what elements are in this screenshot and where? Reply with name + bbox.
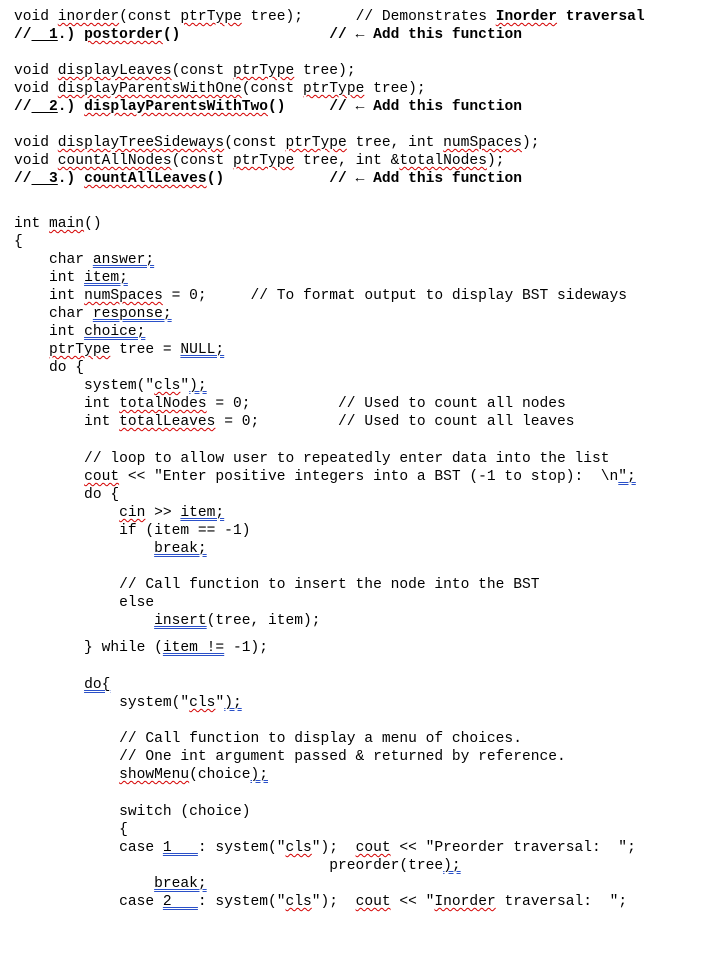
code-token: "); [311, 840, 356, 856]
code-token: cls [285, 840, 312, 856]
code-token: cout [355, 840, 391, 856]
code-token: ); [250, 767, 268, 783]
code-line [14, 413, 575, 431]
code-token [14, 541, 154, 557]
code-line [14, 215, 102, 233]
code-line [14, 839, 636, 857]
code-token: do{ [84, 677, 111, 693]
code-token: (const [241, 81, 304, 97]
code-token: -1); [224, 640, 268, 656]
code-token: system(" [14, 695, 190, 711]
code-token [14, 677, 84, 693]
code-token: 1 [162, 840, 198, 856]
code-token: postorder [84, 27, 163, 43]
code-token: 2 [31, 99, 58, 115]
code-token: do { [14, 360, 85, 376]
code-token: do { [14, 487, 120, 503]
code-line [14, 323, 145, 341]
code-token: countAllLeaves [84, 171, 207, 187]
code-token: (choice [189, 767, 251, 783]
code-token: else [14, 595, 155, 611]
code-token: // [14, 99, 32, 115]
code-token: ptrType [232, 63, 295, 79]
code-line [14, 612, 321, 630]
code-token: inorder [57, 9, 120, 25]
code-token: (tree, item); [206, 613, 321, 629]
code-token: 2 [162, 894, 198, 910]
code-token: tree); [294, 63, 356, 79]
code-line [14, 504, 224, 522]
code-token: << "Enter positive integers into a BST (-1 to stop): \n [119, 469, 619, 485]
code-token: "); [311, 894, 356, 910]
code-line [14, 359, 84, 377]
code-token: tree); // Demonstrates [241, 9, 496, 25]
code-line [14, 269, 128, 287]
code-token: traversal: "; [495, 894, 628, 910]
code-token: ptrType [180, 9, 242, 25]
code-token: () // ← Add this function [268, 99, 522, 115]
code-token: (const [224, 135, 286, 151]
code-token: countAllNodes [57, 153, 172, 169]
code-line [14, 233, 23, 251]
code-line [14, 748, 566, 766]
code-line [14, 821, 128, 839]
code-token: ptrType [232, 153, 295, 169]
code-line [14, 468, 636, 486]
code-token: void [14, 63, 58, 79]
code-line [14, 341, 224, 359]
code-token [14, 767, 119, 783]
code-line [14, 305, 172, 323]
code-token: if (item == -1) [14, 523, 251, 539]
code-token: (const [171, 63, 233, 79]
code-token: () // ← Add this function [206, 171, 522, 187]
code-token [14, 613, 154, 629]
code-token: break; [154, 541, 207, 557]
code-token: void [14, 153, 58, 169]
code-token: = 0; // Used to count all nodes [206, 396, 566, 412]
code-token: tree = [110, 342, 181, 358]
code-token: (const [171, 153, 233, 169]
code-token: () [84, 216, 102, 232]
code-token: int [14, 324, 85, 340]
code-token: break; [154, 876, 207, 892]
code-token: numSpaces [443, 135, 522, 151]
code-token: 1 [31, 27, 58, 43]
code-token: item; [84, 270, 128, 286]
code-token: cin [119, 505, 146, 521]
code-token: << " [390, 894, 435, 910]
code-line [14, 287, 627, 305]
code-line [14, 377, 207, 395]
code-line [14, 540, 207, 558]
code-token: () // ← Add this function [162, 27, 522, 43]
code-line [14, 676, 110, 694]
code-token: item != [162, 640, 225, 656]
code-line [14, 395, 566, 413]
code-token: showMenu [119, 767, 190, 783]
code-line [14, 639, 268, 657]
code-line [14, 251, 154, 269]
code-token [14, 342, 49, 358]
code-token: displayParentsWithOne [57, 81, 242, 97]
code-token: int [14, 216, 50, 232]
code-token: << "Preorder traversal: "; [390, 840, 636, 856]
code-line [14, 857, 461, 875]
code-line [14, 170, 522, 188]
code-token: choice; [84, 324, 146, 340]
code-token: item; [180, 505, 225, 521]
code-token [14, 469, 84, 485]
code-line [14, 26, 522, 44]
code-token: displayParentsWithTwo [84, 99, 268, 115]
code-token [14, 505, 119, 521]
code-token: switch (choice) [14, 804, 251, 820]
code-token: ptrType [285, 135, 347, 151]
code-line [14, 450, 610, 468]
code-token: = 0; // To format output to display BST sideways [162, 288, 628, 304]
code-token: ); [522, 135, 540, 151]
code-token: cls [285, 894, 312, 910]
code-line [14, 576, 539, 594]
code-token: totalLeaves [119, 414, 216, 430]
code-token: totalNodes [399, 153, 487, 169]
code-token: "; [618, 469, 636, 485]
code-token: ptrType [49, 342, 111, 358]
code-token: main [49, 216, 85, 232]
code-token: case [14, 840, 163, 856]
code-token: (const [119, 9, 181, 25]
code-token: char [14, 252, 93, 268]
code-token: { [14, 822, 128, 838]
code-token: int [14, 396, 120, 412]
code-line [14, 152, 504, 170]
code-token: int [14, 414, 120, 430]
code-line [14, 594, 154, 612]
code-token: insert [154, 613, 207, 629]
code-token: .) [57, 99, 85, 115]
code-token: // [14, 27, 32, 43]
code-token: // [14, 171, 32, 187]
code-line [14, 80, 426, 98]
code-token: = 0; // Used to count all leaves [215, 414, 575, 430]
code-token: char [14, 306, 93, 322]
code-token [14, 876, 154, 892]
code-token: totalNodes [119, 396, 207, 412]
code-token: tree, int & [294, 153, 400, 169]
code-token: " [180, 378, 190, 394]
code-token: int [14, 288, 85, 304]
code-token: case [14, 894, 163, 910]
code-token: cout [355, 894, 391, 910]
code-token: Inorder [495, 9, 558, 25]
code-token: : system(" [197, 840, 286, 856]
code-line [14, 730, 522, 748]
code-token: cls [189, 695, 216, 711]
code-token: ); [189, 378, 207, 394]
code-line [14, 522, 250, 540]
code-token: ); [486, 153, 505, 169]
code-line [14, 98, 522, 116]
code-token: // Call function to insert the node into the BST [14, 577, 540, 593]
code-token: void [14, 81, 58, 97]
code-token: ); [224, 695, 242, 711]
code-token: displayLeaves [57, 63, 172, 79]
code-token: int [14, 270, 85, 286]
code-token: cls [154, 378, 181, 394]
code-token: tree); [364, 81, 426, 97]
code-token: 3 [31, 171, 58, 187]
code-token: .) [57, 171, 85, 187]
code-line [14, 803, 250, 821]
code-token: void [14, 135, 58, 151]
code-token: traversal [557, 9, 645, 25]
code-token: { [14, 234, 23, 250]
code-line [14, 8, 645, 26]
code-token: tree, int [346, 135, 444, 151]
code-token: .) [57, 27, 85, 43]
code-token: void [14, 9, 58, 25]
code-token: // One int argument passed & returned by reference. [14, 749, 566, 765]
code-token: " [215, 695, 225, 711]
code-token: numSpaces [84, 288, 163, 304]
code-line [14, 62, 356, 80]
code-token: } while ( [14, 640, 163, 656]
code-token: NULL; [180, 342, 225, 358]
code-token: system(" [14, 378, 155, 394]
code-token: ); [443, 858, 461, 874]
code-token: : system(" [197, 894, 286, 910]
code-token: // Call function to display a menu of choices. [14, 731, 522, 747]
code-line [14, 694, 242, 712]
code-line [14, 893, 627, 911]
code-line [14, 875, 207, 893]
code-token: answer; [92, 252, 155, 268]
code-line [14, 766, 268, 784]
code-token: // loop to allow user to repeatedly enter data into the list [14, 451, 610, 467]
code-token: >> [145, 505, 181, 521]
code-line [14, 134, 540, 152]
code-token: ptrType [303, 81, 365, 97]
code-line [14, 486, 119, 504]
code-token: preorder(tree [14, 858, 444, 874]
code-token: displayTreeSideways [57, 135, 225, 151]
code-token: Inorder [434, 894, 496, 910]
code-token: response; [92, 306, 172, 322]
code-token: cout [84, 469, 120, 485]
